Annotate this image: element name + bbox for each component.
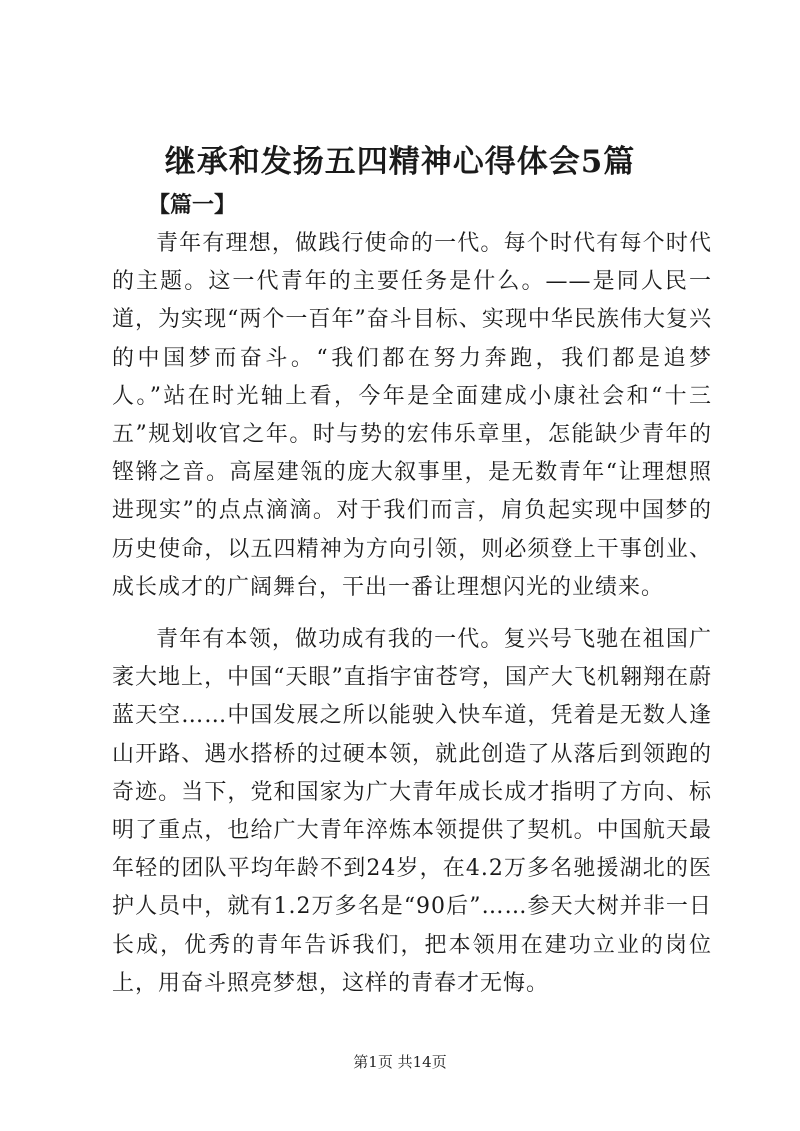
document-body — [112, 225, 712, 1003]
paragraph-2: 青年有本领，做功成有我的一代。复兴号飞驰在祖国广袤大地上，中国“天眼”直指宇宙苍穹，国产大飞机翱翔在蔚蓝天空……中国发展之所以能驶入快车道，凭着是无数人逢山开路、遇水搭桥的过硬本领，就此创造了从落后到领跑的奇迹。当下，党和国家为广大青年成长成才指明了方向、标明了重点，也给广大青年淬炼本领提供了契机。中国航天最年轻的团队平均年龄不到24岁，在4.2万多名驰援湖北的医护人员中，就有1.2万多名是“90后”……参天大树并非一日长成，优秀的青年告诉我们，把本领用在建功立业的岗位上，用奋斗照亮梦想，这样的青春才无悔。 — [112, 627, 712, 996]
page-footer: 第1页 共14页 — [353, 1053, 447, 1071]
paragraph-1: 青年有理想，做践行使命的一代。每个时代有每个时代的主题。这一代青年的主要任务是什么。——是同人民一道，为实现“两个一百年”奋斗目标、实现中华民族伟大复兴的中国梦而奋斗。“我们都在努力奔跑，我们都是追梦人。”站在时光轴上看，今年是全面建成小康社会和“十三五”规划收官之年。时与势的宏伟乐章里，怎能缺少青年的铿锵之音。高屋建瓴的庞大叙事里，是无数青年“让理想照进现实”的点点滴滴。对于我们而言，肩负起实现中国梦的历史使命，以五四精神为方向引领，则必须登上干事创业、成长成才的广阔舞台，干出一番让理想闪光的业绩来。 — [112, 231, 712, 600]
document-title: 继承和发扬五四精神心得体会5篇 — [164, 144, 636, 180]
section-label: 【篇一】 — [148, 192, 237, 218]
